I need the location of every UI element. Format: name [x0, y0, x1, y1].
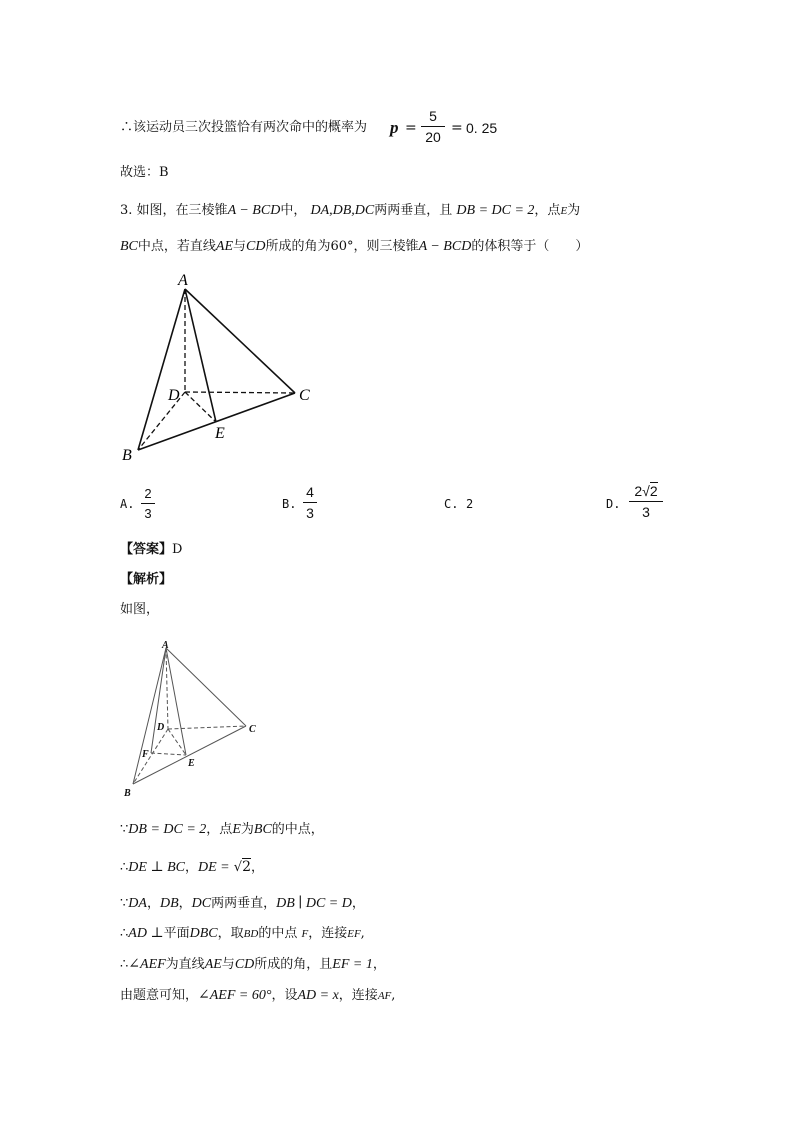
analysis-line-1: [120, 823, 324, 837]
option-d-label[interactable]: D.: [606, 497, 621, 511]
a-text: 由题意可知，: [120, 988, 199, 1003]
q-text: 如图，在三棱锥: [136, 203, 228, 218]
question-line-2: [120, 240, 588, 254]
label-F: F: [142, 749, 149, 760]
q-math: DA,DB,DC: [310, 203, 375, 218]
a-text: ，设: [271, 988, 298, 1003]
prev-fraction: [421, 108, 445, 145]
edge-AB: [138, 289, 185, 450]
q-text: ，则三棱锥: [353, 239, 419, 254]
prev-frac-den: 20: [425, 129, 441, 145]
option-d-num: [629, 483, 663, 499]
edge-AE: [185, 289, 216, 422]
label-D: D: [157, 722, 165, 733]
therefore-symbol: ∴: [120, 957, 129, 972]
a-text: ，取: [217, 926, 244, 941]
a-math: AD ⊥: [128, 926, 164, 941]
a-math: CD: [234, 957, 255, 972]
option-c-value[interactable]: 2: [466, 497, 474, 511]
a-text: ，点: [206, 822, 233, 837]
q-text: 两两垂直，且: [374, 203, 453, 218]
q-math: A − BCD: [418, 239, 472, 254]
a-math: DB ∣ DC = D: [276, 896, 352, 911]
q-math: CD: [246, 239, 266, 254]
label-B: B: [124, 788, 131, 799]
a-text: 所成的角，且: [254, 957, 333, 972]
q-text: 所成的角为: [265, 239, 331, 254]
answer-line: [120, 543, 182, 556]
q-text: 与: [233, 239, 247, 254]
a-math: BD: [243, 928, 259, 940]
option-d-fraction[interactable]: [629, 483, 663, 520]
a-text: 为: [240, 822, 254, 837]
tetrahedron-figure-2: [118, 636, 268, 801]
a-text: ，: [146, 896, 160, 911]
q-math: DB = DC = 2: [456, 203, 535, 218]
a-text: 的中点，: [271, 822, 324, 837]
q-math: A − BCD: [227, 203, 281, 218]
a-math: DC: [191, 896, 212, 911]
label-E: E: [215, 425, 225, 442]
analysis-intro: 如图，: [120, 602, 160, 617]
label-A: A: [178, 272, 188, 289]
edge-DC: [168, 726, 246, 729]
analysis-tag: 【解析】: [120, 572, 173, 587]
q-text: 中点，若直线: [137, 239, 216, 254]
prev-conclusion: 故选：B: [120, 165, 169, 180]
a-text: 两两垂直，: [211, 896, 277, 911]
edge-AD: [166, 648, 168, 729]
q-text: 的体积等于（ ）: [471, 239, 589, 254]
prev-value: 0. 25: [466, 120, 498, 136]
a-math: DE =: [198, 860, 230, 875]
label-C: C: [249, 724, 256, 735]
answer-tag: 【答案】: [120, 542, 173, 557]
label-C: C: [299, 387, 310, 404]
label-E: E: [188, 758, 195, 769]
analysis-line-4: [120, 927, 365, 941]
edge-AC: [185, 289, 295, 393]
q-math: AE: [215, 239, 234, 254]
option-a-label[interactable]: A.: [120, 497, 135, 511]
a-text: ,: [360, 926, 365, 941]
a-text: ，: [372, 957, 386, 972]
question-number: 3.: [120, 203, 133, 218]
analysis-line-2: [120, 860, 264, 875]
label-A: A: [162, 640, 169, 651]
option-b-den: 3: [306, 505, 314, 521]
option-d-radicand: 2: [649, 483, 658, 499]
prev-eq1: =: [405, 120, 417, 136]
edge-DE: [185, 392, 216, 422]
a-math: ∠AEF = 60°: [198, 988, 272, 1003]
option-a-den: 3: [144, 506, 152, 521]
edge-AB: [133, 648, 166, 784]
a-text: ，连接: [338, 988, 378, 1003]
a-math: DE ⊥ BC: [128, 860, 185, 875]
q-math: E: [560, 205, 568, 217]
a-math: DA: [128, 896, 147, 911]
a-math: DB: [159, 896, 179, 911]
option-d-coef: 2: [634, 483, 643, 499]
prev-frac-bar: [421, 126, 445, 127]
tetrahedron-figure: [110, 265, 330, 470]
a-math: AF: [377, 990, 392, 1002]
option-d-den: 3: [642, 504, 650, 520]
q-math: 60°: [330, 239, 354, 254]
a-math: BC: [253, 822, 272, 837]
sqrt-icon: √: [642, 483, 650, 499]
a-math: EF = 1: [332, 957, 373, 972]
prev-line-text: ∴该运动员三次投篮恰有两次命中的概率为: [120, 120, 368, 135]
a-text: ，: [178, 896, 192, 911]
option-a-bar: [141, 503, 155, 504]
edge-DC: [185, 392, 295, 393]
a-text: 与: [221, 957, 235, 972]
edge-BC: [133, 726, 246, 784]
a-math: ∠AEF: [128, 957, 166, 972]
option-a-num: 2: [144, 486, 152, 501]
a-text: ，: [351, 896, 365, 911]
label-B: B: [122, 447, 132, 464]
sqrt-icon: √: [233, 860, 243, 875]
option-d-bar: [629, 501, 663, 502]
analysis-line-6: [120, 989, 395, 1003]
option-b-fraction[interactable]: [303, 484, 317, 521]
therefore-symbol: ∴: [120, 860, 129, 875]
option-b-num: 4: [306, 484, 314, 500]
a-math: DBC: [189, 926, 218, 941]
answer-value: D: [172, 542, 183, 557]
analysis-line-3: [120, 897, 365, 911]
option-c-label[interactable]: C.: [444, 497, 459, 511]
a-math: EF: [347, 928, 361, 940]
a-math: F: [301, 928, 309, 940]
a-text: 平面: [163, 926, 190, 941]
because-symbol: ∵: [120, 896, 129, 911]
because-symbol: ∵: [120, 822, 129, 837]
a-text: 的中点: [258, 926, 298, 941]
q-math: BC: [120, 239, 138, 254]
a-text: ,: [391, 988, 396, 1003]
q-text: 为: [567, 203, 581, 218]
a-radicand: 2: [242, 859, 251, 875]
a-text: ，连接: [308, 926, 348, 941]
q-text: 中，: [280, 203, 307, 218]
analysis-line-5: [120, 958, 386, 972]
edge-DB: [133, 729, 168, 784]
therefore-symbol: ∴: [120, 926, 129, 941]
edge-FE: [151, 753, 186, 755]
a-math: DB = DC = 2: [128, 822, 207, 837]
a-math: AD = x: [297, 988, 339, 1003]
label-D: D: [168, 387, 180, 404]
option-b-label[interactable]: B.: [282, 497, 297, 511]
option-a-fraction[interactable]: [141, 486, 155, 521]
prev-p-symbol: p: [390, 118, 399, 137]
option-b-bar: [303, 502, 317, 503]
a-math: E: [232, 822, 241, 837]
a-text: ，: [185, 860, 199, 875]
a-text: ，: [250, 860, 264, 875]
question-line-1: [120, 204, 580, 218]
prev-frac-num: 5: [429, 108, 437, 124]
a-text: 为直线: [165, 957, 205, 972]
prev-eq2: =: [451, 120, 463, 136]
q-text: ，点: [534, 203, 561, 218]
a-math: AE: [204, 957, 222, 972]
